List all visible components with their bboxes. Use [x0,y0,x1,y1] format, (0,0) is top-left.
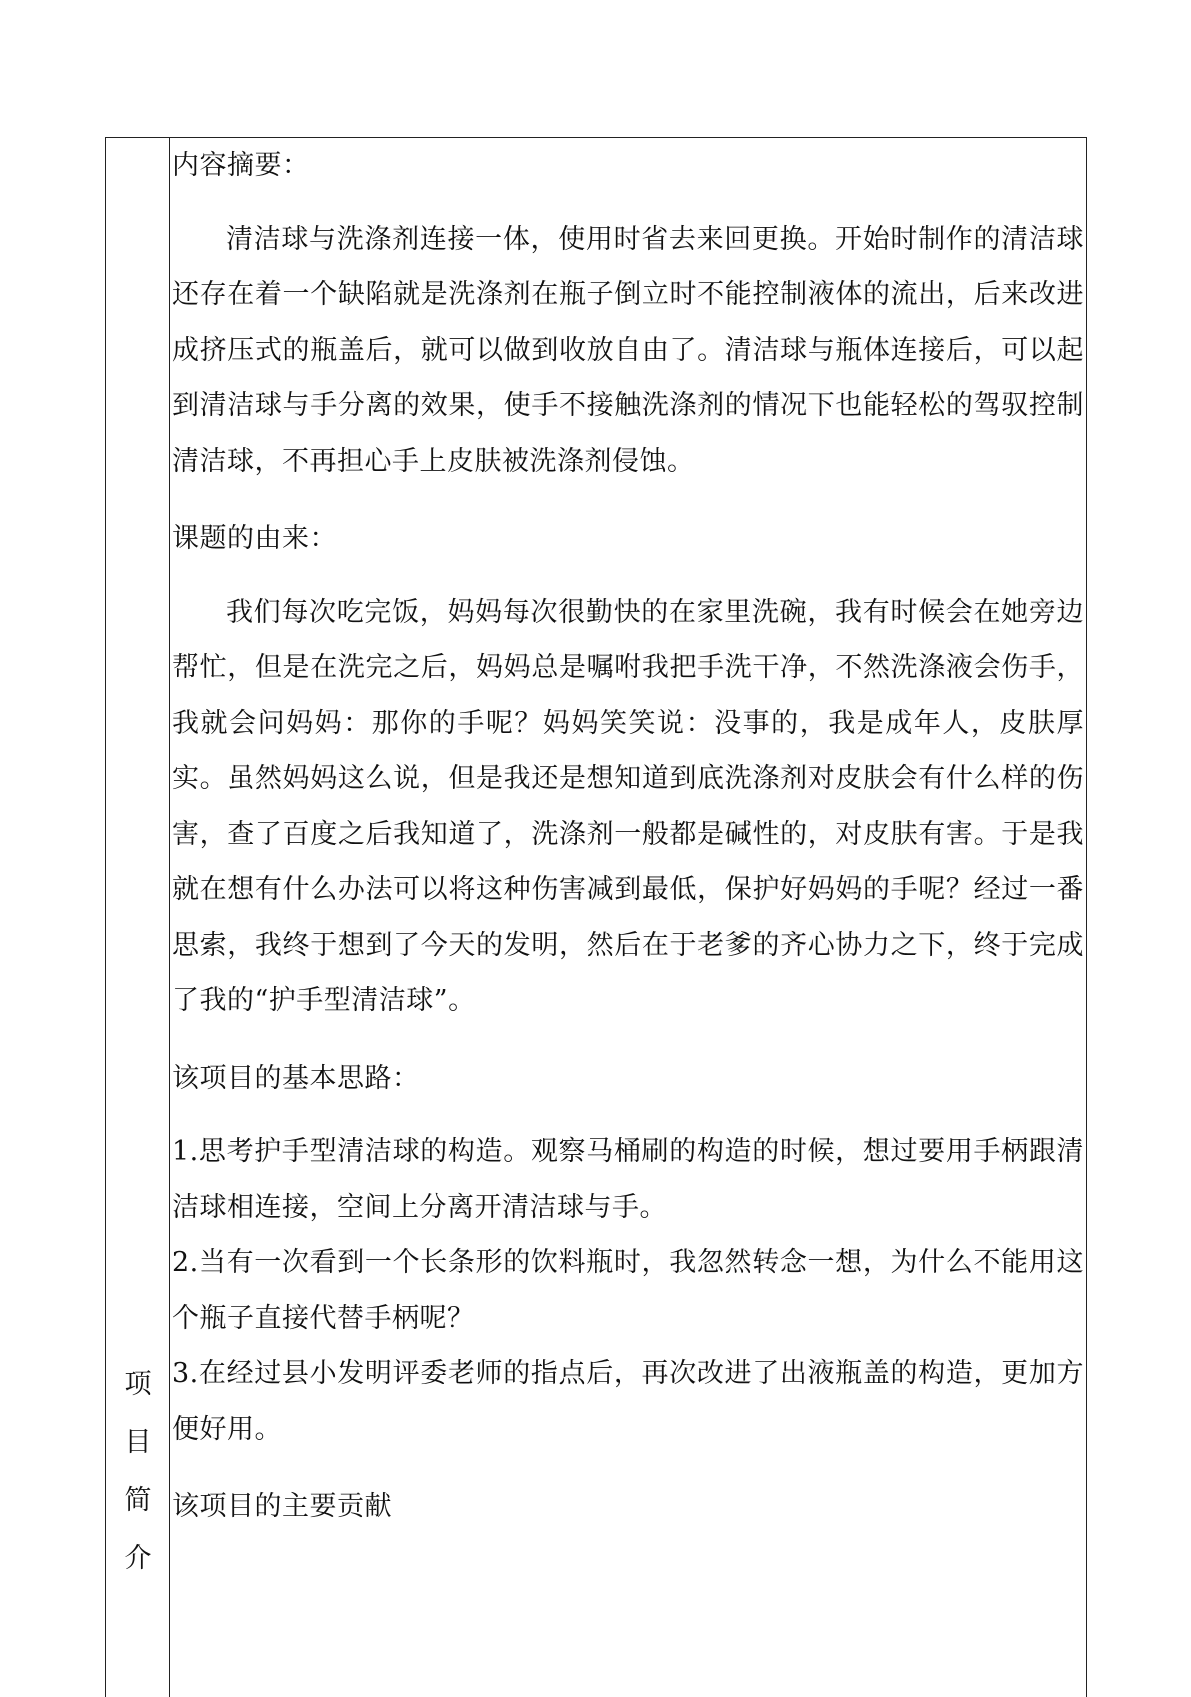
approach-heading: 该项目的基本思路： [172,1062,420,1094]
section-label [106,1356,170,1588]
contribution-heading: 该项目的主要贡献 [172,1491,392,1522]
section-content-cell [172,138,1084,1535]
approach-item: 1.思考护手型清洁球的构造。观察马桶刷的构造的时候，想过要用手柄跟清洁球相连接，空间上分离开清洁球与手。 [172,1136,1084,1223]
approach-item: 3.在经过县小发明评委老师的指点后，再次改进了出液瓶盖的构造，更加方便好用。 [172,1358,1084,1445]
approach-item: 2.当有一次看到一个长条形的饮料瓶时，我忽然转念一想，为什么不能用这个瓶子直接代替手柄呢？ [172,1247,1084,1334]
section-label-char: 简 [124,1485,152,1516]
section-label-cell [106,138,170,1697]
summary-heading: 内容摘要： [172,150,310,181]
origin-body: 我们每次吃完饭，妈妈每次很勤快的在家里洗碗，我有时候会在她旁边帮忙，但是在洗完之后，妈妈总是嘱咐我把手洗干净，不然洗涤液会伤手，我就会问妈妈：那你的手呢？妈妈笑笑说：没事的，我是成年人，皮肤厚实。虽然妈妈这么说，但是我还是想知道到底洗涤剂对皮肤会有什么样的伤害，查了百度之后我知道了，洗涤剂一般都是碱性的，对皮肤有害。于是我就在想有什么办法可以将这种伤害减到最低，保护好妈妈的手呢？经过一番思索，我终于想到了今天的发明，然后在于老爹的齐心协力之下，终于完成了我的“护手型清洁球”。 [172,596,1084,1016]
project-form-table [105,137,1087,1697]
summary-body: 清洁球与洗涤剂连接一体，使用时省去来回更换。开始时制作的清洁球还存在着一个缺陷就是洗涤剂在瓶子倒立时不能控制液体的流出，后来改进成挤压式的瓶盖后，就可以做到收放自由了。清洁球与瓶体连接后，可以起到清洁球与手分离的效果，使手不接触洗涤剂的情况下也能轻松的驾驭控制清洁球，不再担心手上皮肤被洗涤剂侵蚀。 [172,223,1084,477]
section-label-char: 介 [124,1543,152,1574]
origin-heading: 课题的由来： [172,523,337,554]
section-label-char: 目 [124,1427,152,1458]
section-label-char: 项 [124,1369,152,1400]
